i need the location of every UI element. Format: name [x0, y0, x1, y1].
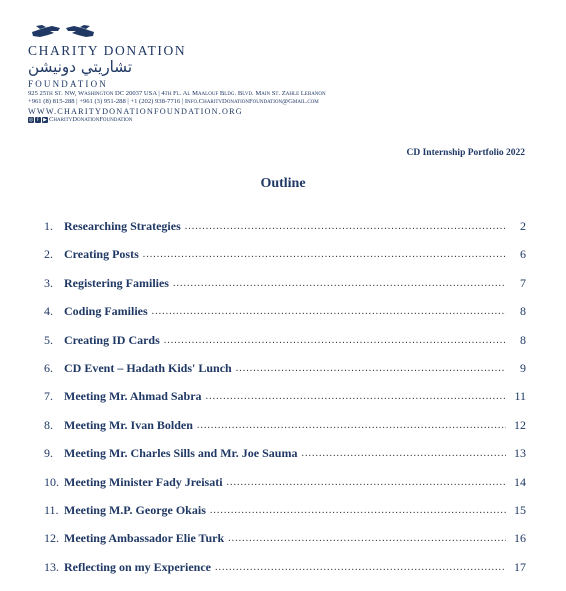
toc-number: 1.: [44, 219, 53, 233]
toc-number: 8.: [44, 417, 53, 432]
toc-page: 13: [514, 446, 526, 461]
toc-label: Meeting Mr. Ivan Bolden: [64, 417, 193, 432]
toc-page: 14: [514, 474, 526, 489]
toc-page: 2: [520, 219, 526, 233]
toc-item[interactable]: [44, 503, 526, 531]
toc-item[interactable]: [44, 389, 526, 417]
hands-icon: [30, 22, 96, 42]
toc-item[interactable]: [44, 560, 526, 588]
toc-label: Researching Strategies: [64, 219, 181, 233]
toc-leader: [215, 560, 506, 576]
toc-label: Meeting Mr. Ahmad Sabra: [64, 389, 202, 404]
toc-leader: [236, 361, 506, 377]
toc-leader: [164, 333, 506, 349]
toc-page: 9: [520, 360, 526, 375]
toc-leader: [210, 503, 506, 519]
social-row: [28, 116, 408, 124]
toc-leader: [185, 219, 506, 235]
org-arabic-name: تشاريتي دونيشن: [28, 58, 133, 76]
toc-leader: [228, 531, 506, 547]
toc-number: 12.: [44, 531, 59, 546]
toc-number: 9.: [44, 446, 53, 461]
toc-label: Creating ID Cards: [64, 332, 160, 347]
toc-number: 4.: [44, 304, 53, 319]
org-name: CHARITY DONATION: [28, 43, 187, 58]
toc-page: 8: [520, 304, 526, 319]
facebook-icon[interactable]: f: [36, 117, 40, 124]
table-of-contents: [44, 219, 526, 588]
toc-page: 6: [520, 247, 526, 262]
toc-leader: [227, 475, 506, 491]
toc-label: Registering Families: [64, 275, 169, 290]
toc-label: Meeting Minister Fady Jreisati: [64, 474, 223, 489]
portfolio-label: CD Internship Portfolio 2022: [406, 148, 525, 158]
youtube-icon[interactable]: ▶: [43, 117, 47, 124]
toc-leader: [173, 276, 506, 292]
toc-page: 11: [514, 389, 526, 404]
toc-label: Reflecting on my Experience: [64, 559, 211, 574]
toc-number: 6.: [44, 360, 53, 375]
toc-number: 7.: [44, 389, 53, 404]
toc-number: 10.: [44, 474, 59, 489]
toc-leader: [206, 389, 506, 405]
toc-item[interactable]: [44, 531, 526, 559]
toc-number: 11.: [44, 502, 59, 517]
toc-label: Meeting M.P. George Okais: [64, 502, 206, 517]
toc-item[interactable]: [44, 361, 526, 389]
toc-item[interactable]: [44, 247, 526, 275]
toc-item[interactable]: [44, 333, 526, 361]
toc-leader: [197, 418, 506, 434]
toc-page: 12: [514, 417, 526, 432]
toc-page: 17: [514, 559, 526, 574]
toc-item[interactable]: [44, 276, 526, 304]
contact-line: +961 (8) 815-288 | +961 (3) 951-288 | +1 (202) 938-7716 | Info.CharityDonationFoundation@Gmail.com: [28, 98, 319, 106]
toc-number: 13.: [44, 559, 59, 574]
letterhead: [28, 22, 408, 124]
toc-number: 3.: [44, 275, 53, 290]
toc-number: 2.: [44, 247, 53, 262]
toc-leader: [301, 446, 506, 462]
toc-label: Meeting Mr. Charles Sills and Mr. Joe Sauma: [64, 446, 298, 461]
instagram-icon[interactable]: ◎: [28, 117, 34, 124]
toc-page: 15: [514, 502, 526, 517]
toc-number: 5.: [44, 332, 53, 347]
toc-item[interactable]: [44, 446, 526, 474]
toc-label: Creating Posts: [64, 247, 139, 262]
toc-item[interactable]: [44, 219, 526, 247]
toc-item[interactable]: [44, 475, 526, 503]
toc-page: 8: [520, 332, 526, 347]
social-handle: CharityDonationFoundation: [49, 116, 133, 124]
toc-item[interactable]: [44, 418, 526, 446]
toc-label: Coding Families: [64, 304, 148, 319]
toc-page: 7: [520, 275, 526, 290]
address-line: 925 25th St. NW, Washington DC 20037 USA | 4th Fl. Al Maalouf Bldg. Blvd. Main St. Zahle Lebanon: [28, 90, 326, 97]
toc-label: CD Event – Hadath Kids' Lunch: [64, 360, 232, 375]
toc-label: Meeting Ambassador Elie Turk: [64, 531, 225, 546]
toc-page: 16: [514, 531, 526, 546]
toc-leader: [152, 304, 506, 320]
toc-leader: [143, 247, 506, 263]
website-link[interactable]: WWW.CHARITYDONATIONFOUNDATION.ORG: [28, 106, 243, 116]
toc-item[interactable]: [44, 304, 526, 332]
org-subtitle: FOUNDATION: [28, 79, 108, 89]
page-title: Outline: [260, 176, 306, 191]
